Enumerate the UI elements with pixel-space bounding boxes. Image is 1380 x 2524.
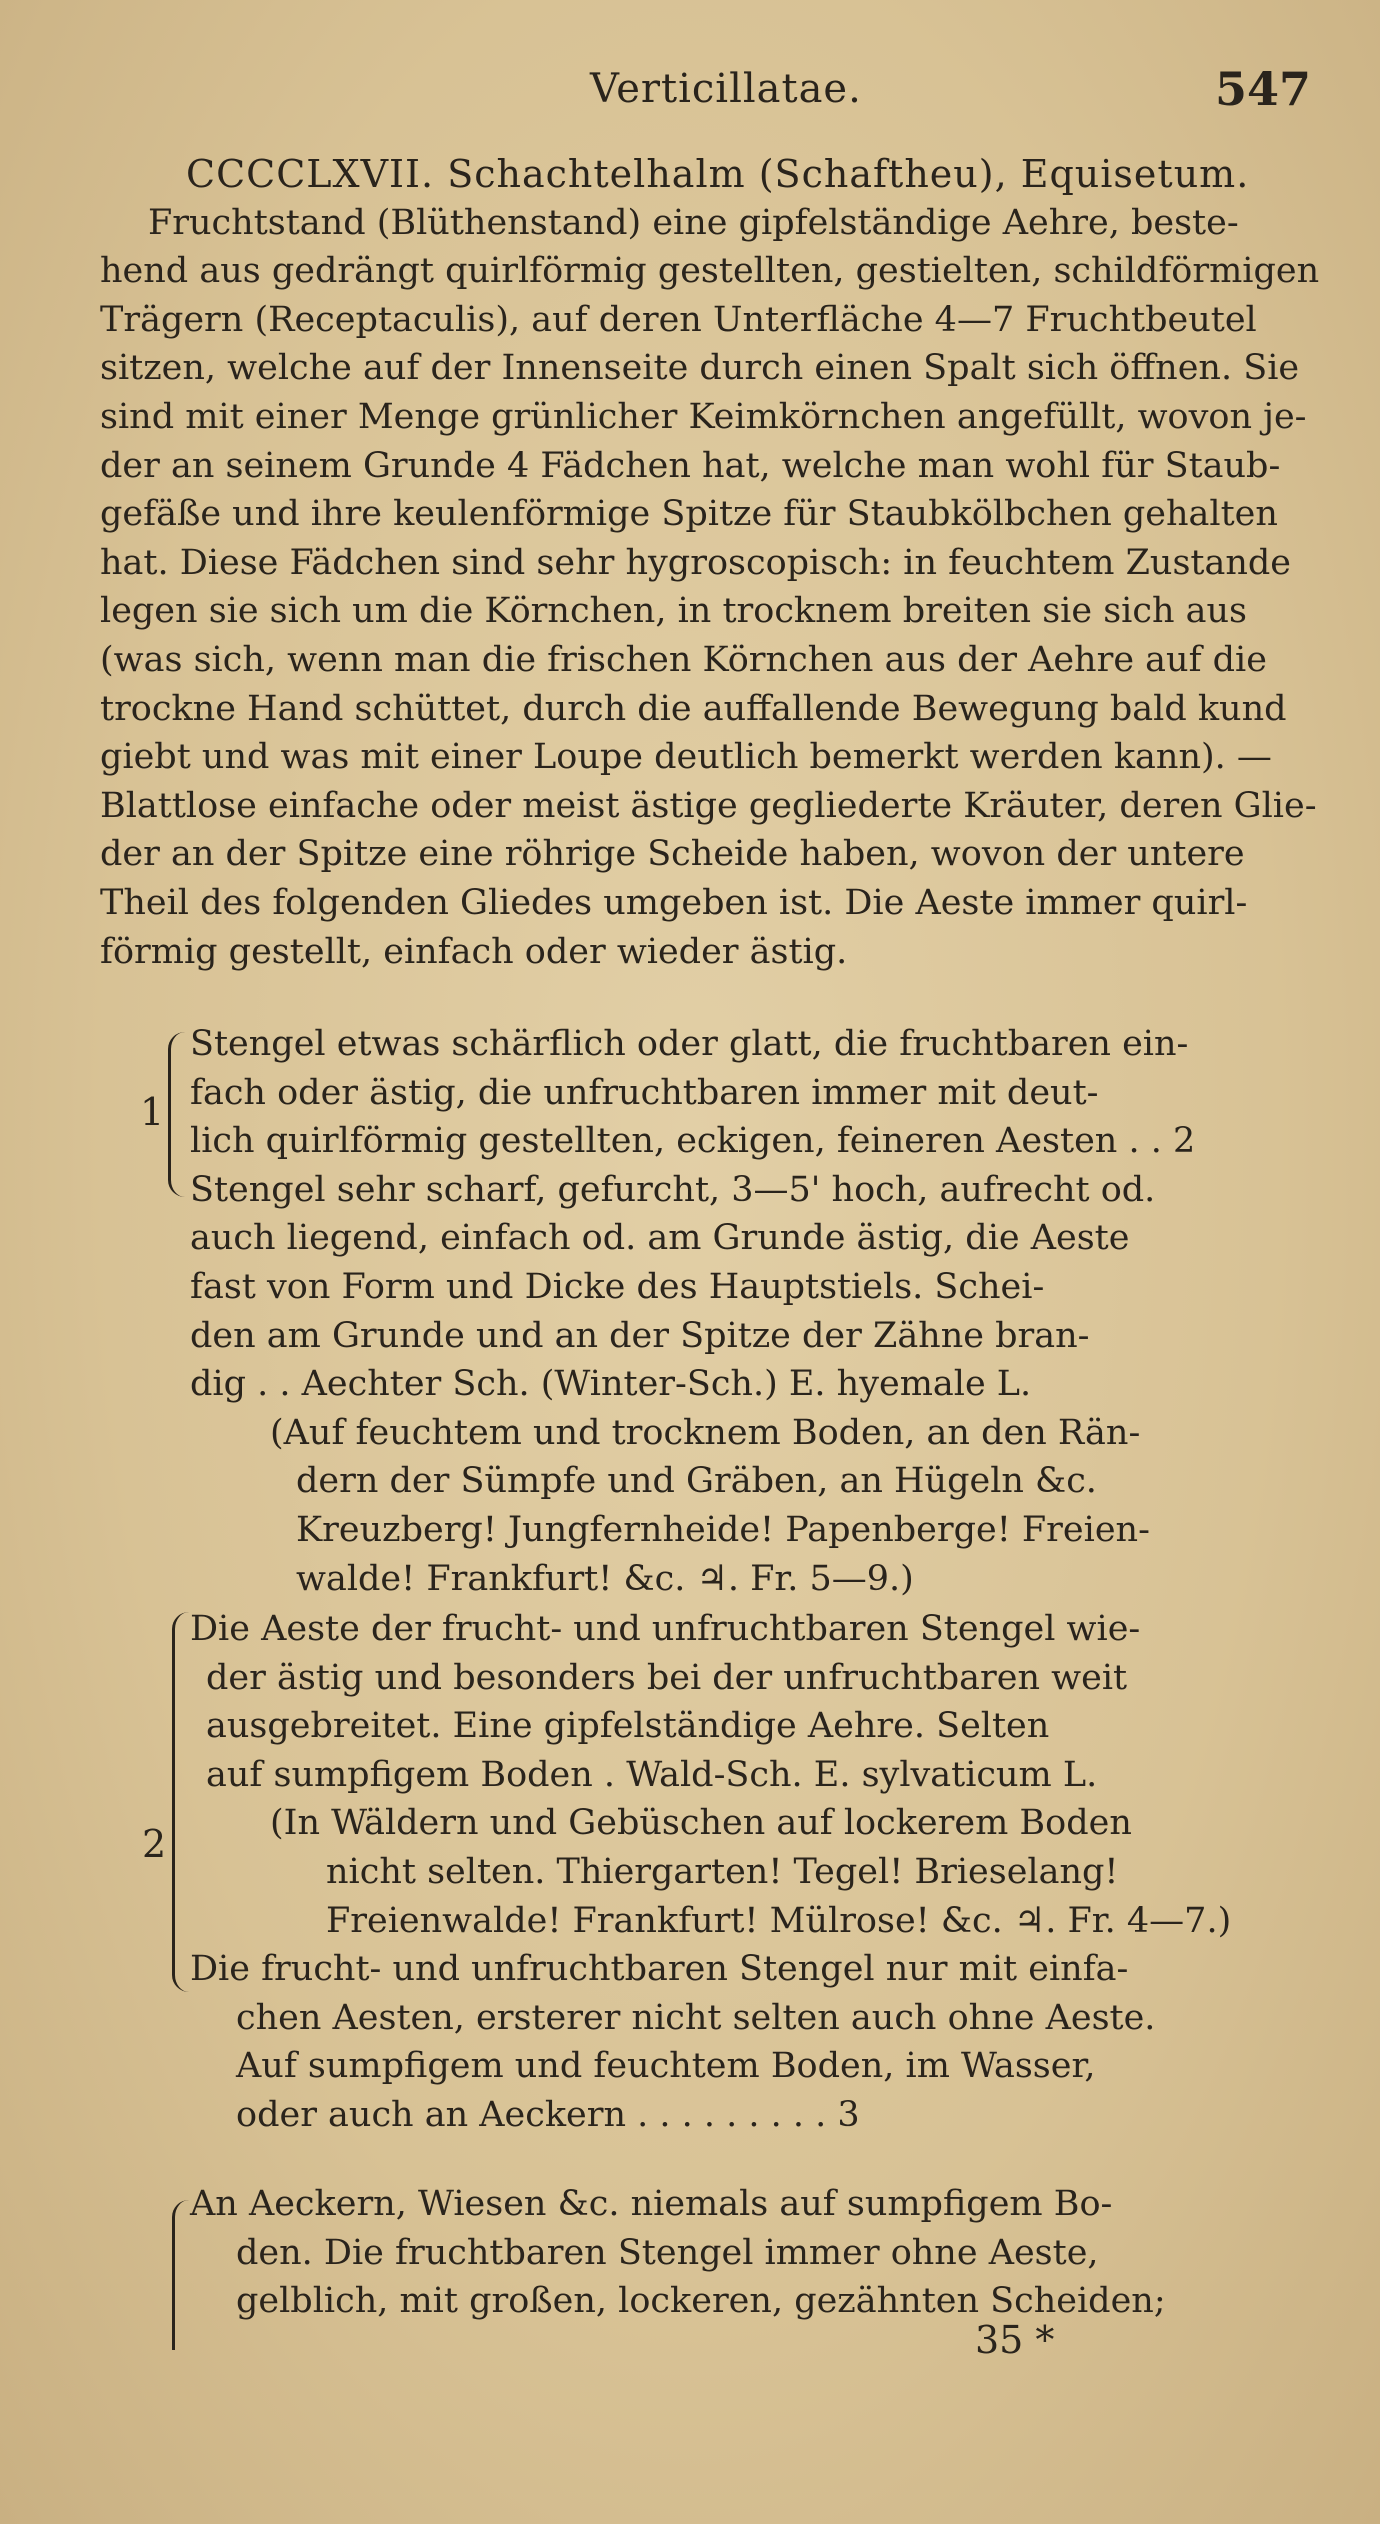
genus-description: [100, 150, 1320, 976]
description-line: Fruchtstand (Blüthenstand) eine gipfelständige Aehre, beste-: [148, 202, 1239, 243]
key-line: Die Aeste der frucht- und unfruchtbaren Stengel wie-: [190, 1609, 1141, 1649]
key-line: An Aeckern, Wiesen &c. niemals auf sumpfigem Bo-: [190, 2184, 1113, 2224]
description-line: legen sie sich um die Körnchen, in trocknem breiten sie sich aus: [100, 591, 1247, 632]
key-line: (Auf feuchtem und trocknem Boden, an den Rän-: [270, 1412, 1141, 1453]
key-line: walde! Frankfurt! &c. ♃. Fr. 5—9.): [296, 1558, 914, 1599]
key-brace-2: [172, 1612, 189, 1992]
key-line: lich quirlförmig gestellten, eckigen, feineren Aesten . . 2: [190, 1121, 1196, 1162]
key-number-2: 2: [142, 1822, 167, 1866]
key-line: den am Grunde und an der Spitze der Zähne bran-: [190, 1315, 1090, 1356]
description-line: hat. Diese Fädchen sind sehr hygroscopisch: in feuchtem Zustande: [100, 542, 1291, 583]
key-line: Freienwalde! Frankfurt! Mülrose! &c. ♃. Fr. 4—7.): [326, 1900, 1232, 1941]
page-number: 547: [1215, 62, 1312, 116]
key-group-2: [190, 1605, 1300, 2140]
key-brace-1: [168, 1032, 185, 1197]
key-line: ausgebreitet. Eine gipfelständige Aehre. Selten: [206, 1706, 1050, 1747]
description-line: giebt und was mit einer Loupe deutlich bemerkt werden kann). —: [100, 737, 1272, 778]
key-line: der ästig und besonders bei der unfruchtbaren weit: [206, 1657, 1128, 1698]
page-header: [0, 62, 1380, 126]
key-line: dern der Sümpfe und Gräben, an Hügeln &c.: [296, 1461, 1097, 1502]
key-line: Die frucht- und unfruchtbaren Stengel nur mit einfa-: [190, 1949, 1129, 1990]
description-line: Blattlose einfache oder meist ästige gegliederte Kräuter, deren Glie-: [100, 785, 1317, 826]
key-line: auf sumpfigem Boden . Wald-Sch. E. sylvaticum L.: [206, 1754, 1098, 1795]
description-line: (was sich, wenn man die frischen Körnchen aus der Aehre auf die: [100, 639, 1267, 680]
description-line: sind mit einer Menge grünlicher Keimkörnchen angefüllt, wovon je-: [100, 396, 1307, 437]
description-line: Theil des folgenden Gliedes umgeben ist. Die Aeste immer quirl-: [100, 882, 1248, 923]
description-line: der an seinem Grunde 4 Fädchen hat, welche man wohl für Staub-: [100, 445, 1281, 486]
key-group-3: [190, 2180, 1300, 2326]
key-line: Auf sumpfigem und feuchtem Boden, im Wasser,: [236, 2046, 1096, 2087]
description-line: sitzen, welche auf der Innenseite durch einen Spalt sich öffnen. Sie: [100, 348, 1300, 389]
key-line: Stengel sehr scharf, gefurcht, 3—5' hoch, aufrecht od.: [190, 1169, 1156, 1210]
description-line: Trägern (Receptaculis), auf deren Unterfläche 4—7 Fruchtbeutel: [100, 299, 1257, 340]
key-line: (In Wäldern und Gebüschen auf lockerem Boden: [270, 1803, 1132, 1844]
key-line: gelblich, mit großen, lockeren, gezähnten Scheiden;: [236, 2281, 1166, 2322]
description-line: trockne Hand schüttet, durch die auffallende Bewegung bald kund: [100, 688, 1287, 729]
description-line: hend aus gedrängt quirlförmig gestellten, gestielten, schildförmigen: [100, 251, 1320, 292]
key-line: fast von Form und Dicke des Hauptstiels. Schei-: [190, 1266, 1045, 1307]
description-line: gefäße und ihre keulenförmige Spitze für Staubkölbchen gehalten: [100, 494, 1278, 535]
key-line: oder auch an Aeckern . . . . . . . . . 3: [236, 2094, 860, 2135]
description-line: förmig gestellt, einfach oder wieder ästig.: [100, 931, 848, 972]
description-line: der an der Spitze eine röhrige Scheide haben, wovon der untere: [100, 834, 1245, 875]
key-brace-3: [172, 2200, 189, 2350]
key-group-1: [190, 1020, 1300, 1603]
key-line: nicht selten. Thiergarten! Tegel! Brieselang!: [326, 1851, 1119, 1892]
signature-mark: 35 *: [975, 2318, 1055, 2362]
key-line: chen Aesten, ersterer nicht selten auch ohne Aeste.: [236, 1997, 1156, 2038]
key-line: den. Die fruchtbaren Stengel immer ohne Aeste,: [236, 2232, 1099, 2273]
key-number-1: 1: [140, 1090, 165, 1134]
key-line: auch liegend, einfach od. am Grunde ästig, die Aeste: [190, 1218, 1130, 1259]
key-line: Stengel etwas schärflich oder glatt, die fruchtbaren ein-: [190, 1024, 1189, 1064]
running-title: Verticillatae.: [590, 66, 862, 112]
chapter-heading: CCCCLXVII. Schachtelhalm (Schaftheu), Equisetum.: [186, 152, 1250, 196]
key-line: fach oder ästig, die unfruchtbaren immer mit deut-: [190, 1072, 1099, 1113]
key-line: dig . . Aechter Sch. (Winter-Sch.) E. hyemale L.: [190, 1364, 1032, 1405]
key-line: Kreuzberg! Jungfernheide! Papenberge! Freien-: [296, 1509, 1150, 1550]
